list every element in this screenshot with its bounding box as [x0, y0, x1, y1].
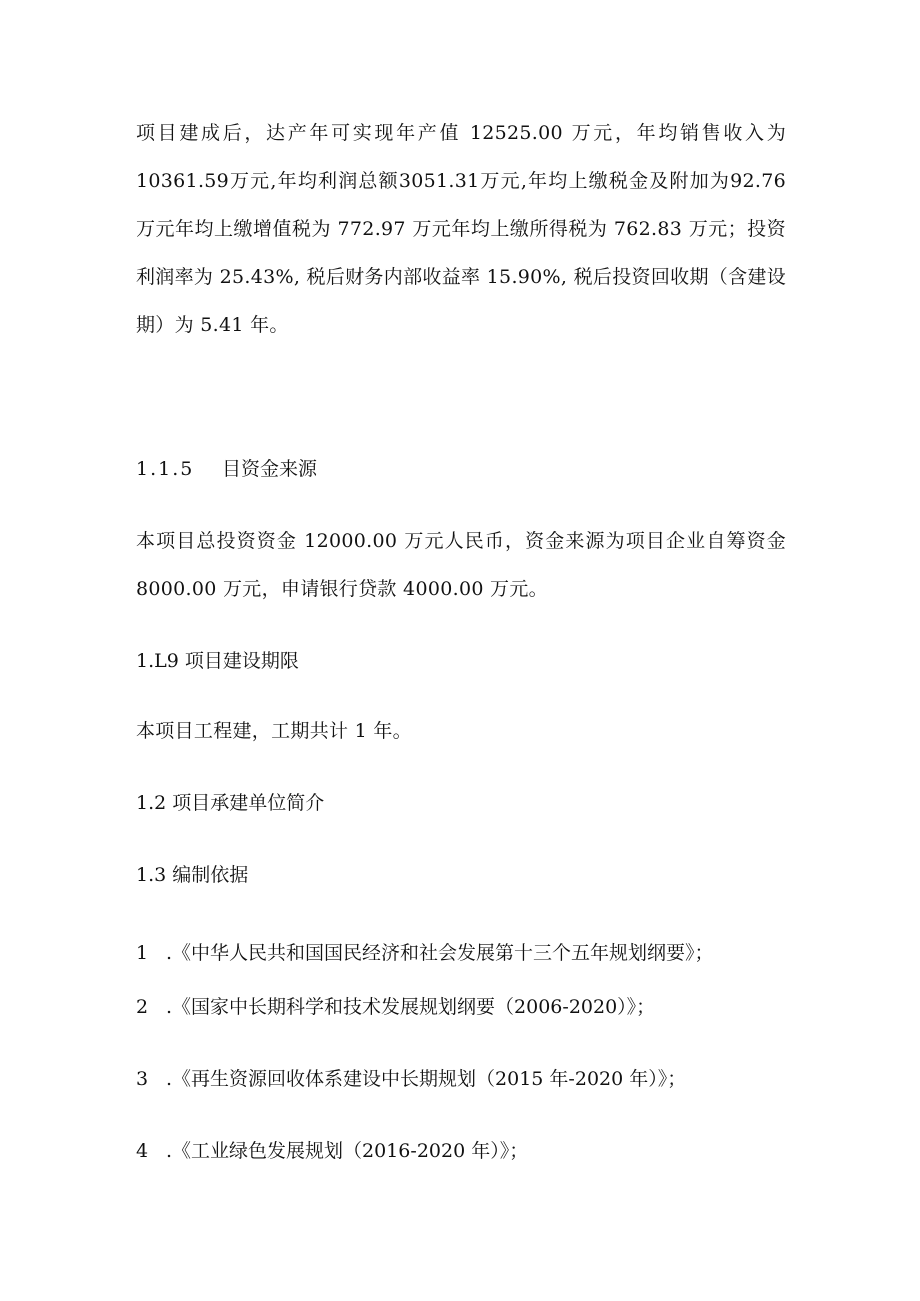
funding-line-1: 本项目总投资资金 12000.00 万元人民币，资金来源为项目企业自筹资金	[136, 530, 786, 552]
summary-line-3: 万元年均上缴增值税为 772.97 万元年均上缴所得税为 762.83 万元；投资	[136, 218, 786, 240]
summary-line-2: 10361.59万元,年均利润总额3051.31万元,年均上缴税金及附加为92.76	[136, 170, 786, 192]
basis-item	[136, 994, 655, 1020]
basis-item	[136, 1138, 528, 1164]
section-heading-1-3: 1.3 编制依据	[136, 864, 249, 886]
section-title: 目资金来源	[222, 458, 318, 480]
section-number: 1.1.5	[136, 458, 195, 480]
period-line: 本项目工程建，工期共计 1 年。	[136, 720, 412, 742]
summary-line-1: 项目建成后，达产年可实现年产值 12525.00 万元，年均销售收入为	[136, 122, 786, 144]
basis-item	[136, 940, 714, 966]
basis-item-text: .《中华人民共和国国民经济和社会发展第十三个五年规划纲要》；	[166, 942, 714, 964]
summary-line-4: 利润率为 25.43%, 税后财务内部收益率 15.90%, 税后投资回收期（含建设	[136, 266, 786, 288]
section-heading-1-2: 1.2 项目承建单位简介	[136, 792, 325, 814]
basis-item-index: 4	[136, 1140, 149, 1162]
section-heading-1-1-5	[136, 456, 317, 482]
basis-item-index: 2	[136, 996, 149, 1018]
summary-line-5: 期）为 5.41 年。	[136, 314, 289, 336]
funding-line-2: 8000.00 万元，申请银行贷款 4000.00 万元。	[136, 578, 548, 600]
basis-item-index: 1	[136, 942, 149, 964]
section-heading-1-l9: 1.L9 项目建设期限	[136, 650, 299, 672]
basis-item-index: 3	[136, 1068, 149, 1090]
basis-item-text: .《工业绿色发展规划（2016-2020 年）》；	[166, 1140, 529, 1162]
basis-item-text: .《再生资源回收体系建设中长期规划（2015 年-2020 年）》；	[166, 1068, 687, 1090]
basis-item	[136, 1066, 686, 1092]
basis-item-text: .《国家中长期科学和技术发展规划纲要（2006-2020）》；	[166, 996, 656, 1018]
